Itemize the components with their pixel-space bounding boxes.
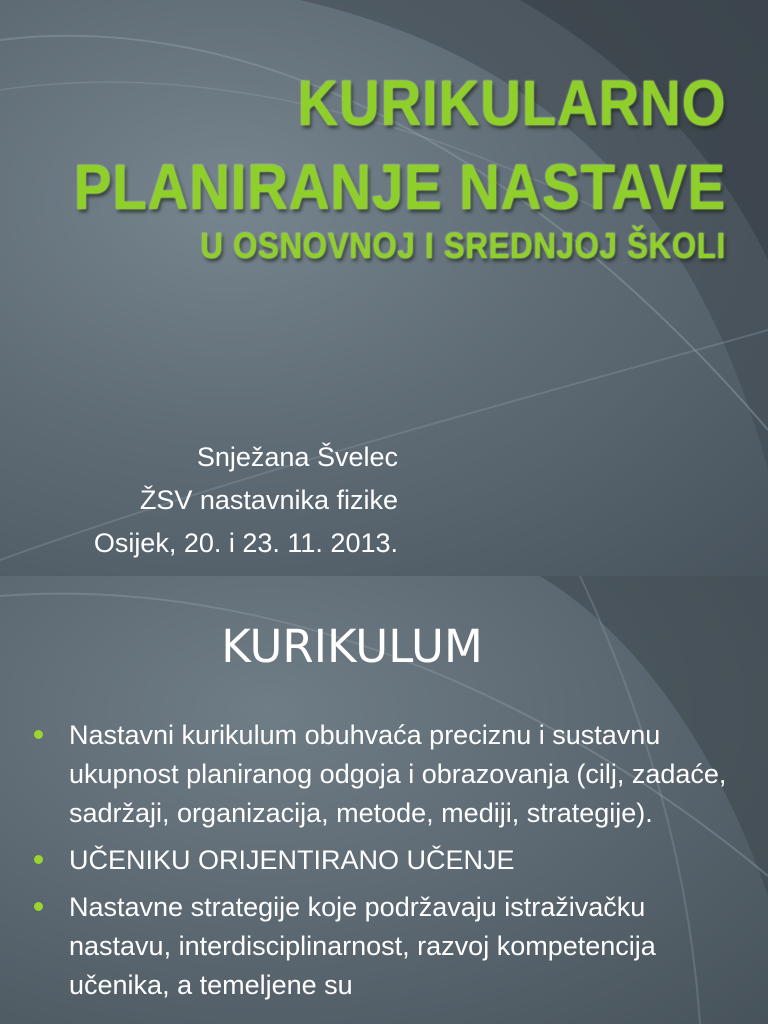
author-block (94, 436, 398, 565)
event-name: ŽSV nastavnika fizike (139, 485, 398, 515)
bullet-icon (34, 855, 43, 864)
list-item (32, 841, 732, 880)
bullet-text: UČENIKU ORIJENTIRANO UČENJE (69, 845, 515, 875)
content-slide (0, 576, 768, 1024)
place-date: Osijek, 20. i 23. 11. 2013. (93, 528, 398, 558)
bullet-text: Nastavne strategije koje podržavaju istraživačku nastavu, interdisciplinarnost, razvoj kompetencija učenika, a temeljene su (69, 892, 656, 1000)
title-line-2: PLANIRANJE NASTAVE (73, 151, 726, 223)
title-line-1: KURIKULARNO (297, 67, 726, 139)
list-item (32, 716, 732, 833)
bullet-list (32, 716, 732, 1013)
subtitle: U OSNOVNOJ I SREDNJOJ ŠKOLI (200, 225, 726, 266)
author-name: Snježana Švelec (196, 442, 398, 472)
list-item (32, 888, 732, 1005)
bullet-icon (34, 730, 43, 739)
bullet-icon (34, 902, 43, 911)
bullet-text: Nastavni kurikulum obuhvaća preciznu i sustavnu ukupnost planiranog odgoja i obrazovanja (cilj, zadaće, sadržaji, organizacija, metode, mediji, strategije). (69, 720, 727, 828)
slide-title: KURIKULUM (221, 620, 483, 673)
